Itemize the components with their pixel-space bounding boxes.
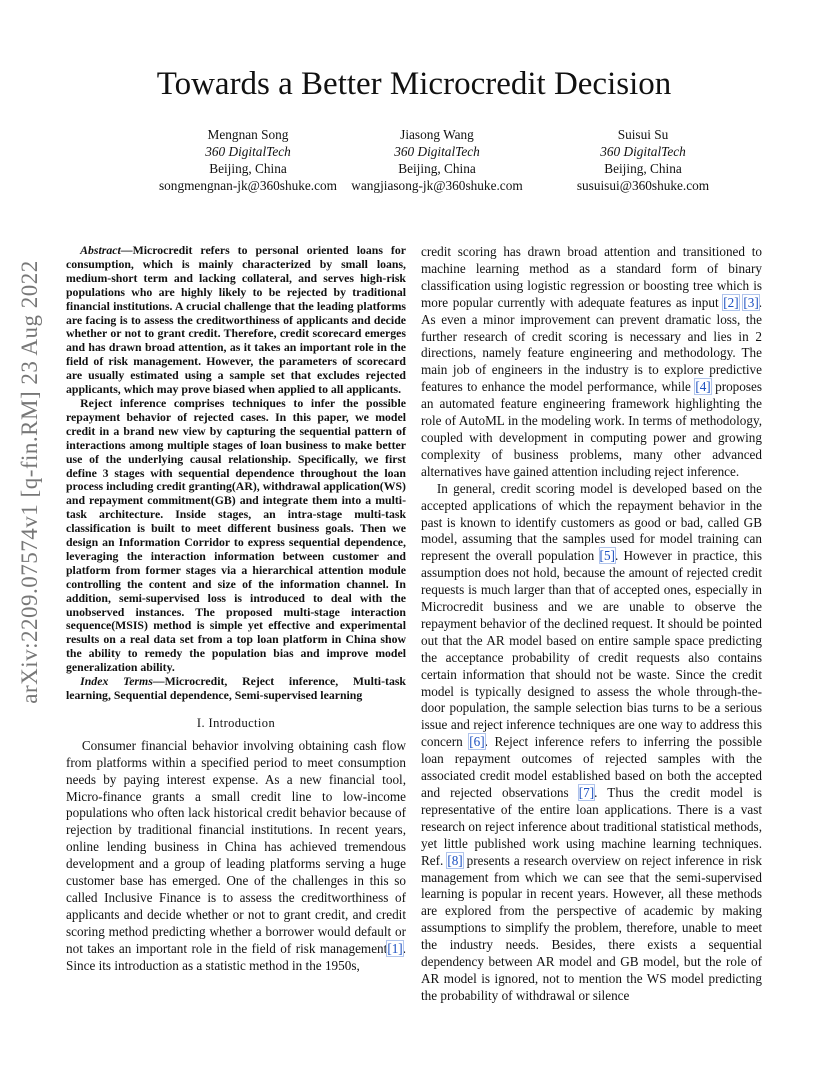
intro-text: . As even a minor improvement can prevent dramatic loss, the further research of credit scoring is necessary and lies in 2 directions, namely feature engineering and methodology. The main job of engineers in the industry is to explore predictive features to enhance the model performance, while — [421, 294, 763, 395]
arxiv-identifier: arXiv:2209.07574v1 [q-fin.RM] 23 Aug 2022 — [17, 260, 42, 704]
section-heading-introduction: I. Introduction — [196, 715, 276, 730]
author-block-3 — [543, 126, 743, 194]
abstract — [66, 244, 406, 703]
author-name: Suisui Su — [617, 127, 669, 142]
intro-paragraph-1 — [66, 738, 406, 975]
author-email[interactable]: susuisui@360shuke.com — [576, 178, 710, 193]
index-terms: Index Terms—Microcredit, Reject inference, Multi-task learning, Sequential dependence, Semi-supervised learning — [66, 674, 406, 702]
abstract-paragraph-1: Abstract—Microcredit refers to personal oriented loans for consumption, which is mainly characterized by small loans, medium-short term and lacking collateral, and serves high-risk populations who are highly likely to be rejected by traditional financial institutions. A crucial challenge that the leading platforms are facing is to assess the creditworthiness of applicants and decide whether or not to grant credit. Therefore, credit scorecard emerges and has drawn broad attention, as it takes an important role in the field of risk management. However, the parameters of scorecard are usually estimated using a sample set that excludes rejected applicants, which may prove biased when applied to all applicants. — [66, 243, 406, 397]
citation-link[interactable]: [3] — [743, 294, 759, 310]
intro-paragraph-2 — [421, 481, 762, 1005]
right-column — [421, 244, 762, 1005]
citation-link[interactable]: [8] — [447, 852, 463, 868]
author-location: Beijing, China — [604, 161, 682, 176]
intro-text: . However in practice, this assumption does not hold, because the amount of rejected credit requests is much larger than that of accepted ones, especially in Microcredit business and we are unable to observe the repayment behavior of the declined request. It should be pointed out that the AR model based on entire sample space predicting the acceptance probability of credit requests also contains certain information that should not be waste. Since the credit model is typically designed to assess the whole through-the-door population, the sample selection bias turns to be a serious issue and reject inference techniques are one way to address this concern — [421, 548, 762, 750]
author-name: Jiasong Wang — [400, 127, 474, 142]
author-name: Mengnan Song — [207, 127, 289, 142]
index-terms-text: Microcredit, Reject inference, Multi-task learning, Sequential dependence, Semi-supervised learning — [66, 674, 406, 702]
citation-link[interactable]: [1] — [387, 940, 403, 956]
left-column — [66, 244, 406, 975]
intro-text: In general, credit scoring model is developed based on the accepted applications of which the repayment behavior in the past is known to identify customers as good or bad, called GB model, assuming that the samples used for model training can represent the overall population — [421, 480, 762, 564]
author-email[interactable]: wangjiasong-jk@360shuke.com — [351, 178, 523, 193]
author-affiliation: 360 DigitalTech — [205, 144, 291, 159]
author-block-2 — [337, 126, 537, 194]
arxiv-sidebar-stamp — [6, 262, 54, 702]
citation-link[interactable]: [7] — [578, 785, 595, 800]
citation-link[interactable]: [2] — [723, 294, 739, 310]
abstract-text-1: Microcredit refers to personal oriented loans for consumption, which is mainly characterized by small loans, medium-short term and lacking collateral, and serves high-risk populations who are highly likely to be rejected by traditional financial institutions. A crucial challenge that the leading platforms are facing is to assess the creditworthiness of applicants and decide whether or not to grant credit. Therefore, credit scorecard emerges and has drawn broad attention, as it takes an important role in the field of risk management. However, the parameters of scorecard are usually estimated using a sample set that excludes rejected applicants, which may prove biased when applied to all applicants. — [66, 243, 406, 397]
intro-text: . Since its introduction as a statistic method in the 1950s, — [66, 940, 406, 973]
intro-paragraph-1-continued — [421, 244, 762, 481]
intro-text: credit scoring has drawn broad attention and transitioned to machine learning method as a standard form of binary classification using logistic regression or boosting tree which is more popular currently with adequate features as input — [421, 244, 762, 310]
intro-text: Consumer financial behavior involving obtaining cash flow from platforms within a specified period to meet consumption needs by paying interest expense. As a new financial tool, Micro-finance grants a small credit line to low-income populations who often lack historical credit behavior because of rejection by traditional financial institutions. In recent years, online lending business in China has achieved tremendous development and a group of leading platforms serving a huge customer base has emerged. One of the challenges in this so called Inclusive Finance is to assess the creditworthiness of applicants and decide whether or not to grant credit, and credit scoring method predicting whether a borrower would default or not takes an important role in the field of risk management — [66, 737, 406, 956]
abstract-paragraph-2: Reject inference comprises techniques to infer the possible repayment behavior of rejected cases. In this paper, we model credit in a brand new view by capturing the sequential pattern of interactions among multiple stages of loan business to make better use of the underlying causal relationship. Specifically, we first define 3 stages with sequential dependence throughout the loan process including credit granting(AR), withdrawal application(WS) and repayment commitment(GB) and integrate them into a multi-task architecture. Inside stages, an intra-stage multi-task classification is built to meet different business goals. Then we design an Information Corridor to express sequential dependence, leveraging the interaction information between customer and platform from former stages via a hierarchical attention module controlling the content and size of the information channel. In addition, semi-supervised loss is introduced to deal with the unobserved instances. The proposed multi-stage interaction sequence(MSIS) method is simple yet effective and experimental results on a real data set from a top loan platform in China show the ability to remedy the population bias and improve model generalization ability. — [66, 395, 406, 675]
intro-text: presents a research overview on reject inference in risk management from which we can see that the semi-supervised learning is popular in recent years. However, all these methods are explored from the perspective of academic by making assumptions to simplify the problem, therefore, unable to meet the industry needs. Besides, there exists a sequential dependency between AR model and GB model, but the role of AR model is ignored, not to mention the WS model predicting the probability of withdrawal or silence — [421, 852, 763, 1003]
citation-link[interactable]: [4] — [695, 379, 711, 395]
author-email[interactable]: songmengnan-jk@360shuke.com — [158, 178, 338, 193]
abstract-label: Abstract — [80, 243, 121, 257]
intro-text: . Thus the credit model is representative of the entire loan applications. There is a vast research on reject inference about traditional statistical methods, yet little published work using machine learning techniques. Ref. — [421, 785, 762, 868]
author-location: Beijing, China — [209, 161, 287, 176]
author-location: Beijing, China — [398, 161, 476, 176]
citation-link[interactable]: [5] — [599, 548, 615, 564]
intro-text: proposes an automated feature engineering framework highlighting the role of AutoML in the modeling work. In terms of methodology, coupled with development in computing power and growing complexity of business problems, many other advanced alternatives have gained attention including reject inference. — [421, 379, 762, 479]
author-affiliation: 360 DigitalTech — [600, 144, 686, 159]
index-terms-label: Index Terms — [80, 674, 153, 689]
author-affiliation: 360 DigitalTech — [394, 144, 480, 159]
citation-link[interactable]: [6] — [469, 734, 485, 750]
paper-title: Towards a Better Microcredit Decision — [156, 66, 672, 102]
author-block-1 — [148, 126, 348, 194]
intro-text: . Reject inference refers to inferring the possible loan repayment outcomes of rejected samples with the associated credit model established based on both the accepted and rejected observations — [421, 734, 762, 800]
